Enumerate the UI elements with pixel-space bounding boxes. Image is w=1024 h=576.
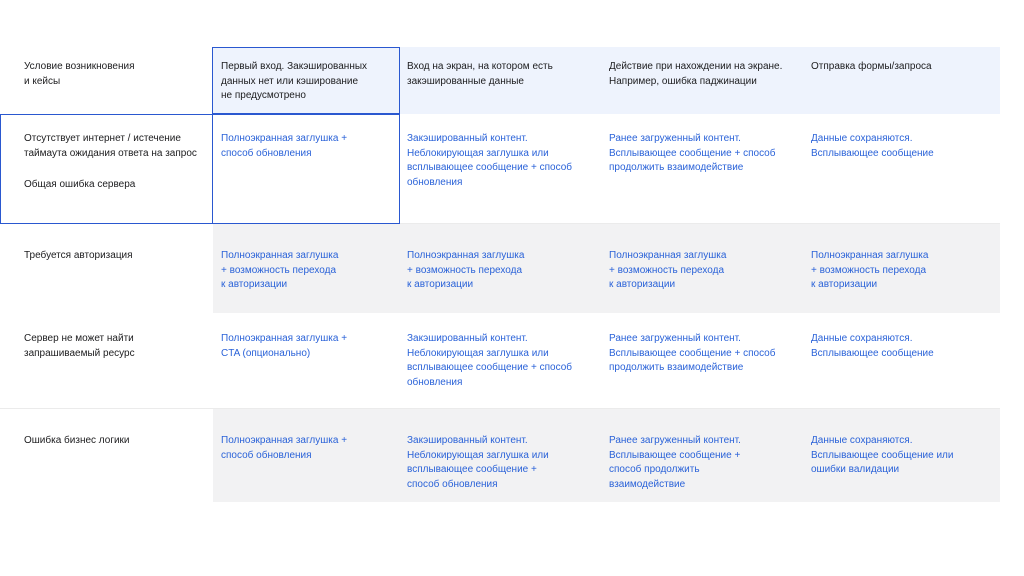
table-row-business-logic: [0, 409, 1000, 502]
header-form-submit: Отправка формы/запроса: [803, 47, 1000, 114]
table-cell: Закэшированный контент. Неблокирующая заглушка или всплывающее сообщение + способ обновления: [407, 133, 572, 188]
table-row-auth-required: [0, 224, 1000, 313]
condition-text: Отсутствует интернет / истечение таймаута ожидания ответа на запрос: [24, 133, 197, 159]
table-cell: Данные сохраняются. Всплывающее сообщение: [811, 333, 934, 359]
header-first-entry: Первый вход. Закэшированных данных нет или кэширование не предусмотрено: [213, 47, 399, 114]
table-row-network-error: [0, 114, 1000, 224]
table-cell: Полноэкранная заглушка + способ обновления: [221, 133, 348, 159]
table-cell: Полноэкранная заглушка + возможность перехода к авторизации: [213, 224, 399, 313]
table-cell: Ранее загруженный контент. Всплывающее сообщение + способ продолжить взаимодействие: [609, 133, 776, 173]
table-cell: Полноэкранная заглушка + возможность перехода к авторизации: [803, 224, 1000, 313]
row-condition: Сервер не может найти запрашиваемый ресурс: [24, 333, 135, 359]
header-cached-entry: Вход на экран, на котором есть закэшированные данные: [399, 47, 601, 114]
table-cell: Полноэкранная заглушка + возможность перехода к авторизации: [399, 224, 601, 313]
header-on-screen-action: Действие при нахождении на экране. Например, ошибка паджинации: [601, 47, 803, 114]
row-condition: Ошибка бизнес логики: [24, 435, 130, 446]
table-cell: Полноэкранная заглушка + CTA (опционально): [221, 333, 348, 359]
table-header-row: [0, 47, 1000, 114]
condition-text: Общая ошибка сервера: [24, 179, 136, 190]
table-cell: Полноэкранная заглушка + возможность перехода к авторизации: [601, 224, 803, 313]
table-cell: Закэшированный контент. Неблокирующая заглушка или всплывающее сообщение + способ обновления: [407, 333, 572, 388]
table-cell: Закэшированный контент. Неблокирующая заглушка или всплывающее сообщение + способ обновления: [399, 409, 601, 502]
row-condition: [0, 114, 213, 223]
table-cell: Данные сохраняются. Всплывающее сообщение или ошибки валидации: [803, 409, 1000, 502]
row-condition: Требуется авторизация: [24, 250, 133, 261]
table-cell: Ранее загруженный контент. Всплывающее сообщение + способ продолжить взаимодействие: [601, 409, 803, 502]
header-condition: Условие возникновения и кейсы: [24, 61, 135, 87]
table-cell: Ранее загруженный контент. Всплывающее сообщение + способ продолжить взаимодействие: [609, 333, 776, 373]
error-handling-table: [0, 47, 1000, 502]
table-cell: Полноэкранная заглушка + способ обновления: [213, 409, 399, 502]
table-cell: Данные сохраняются. Всплывающее сообщение: [811, 133, 934, 159]
table-row-not-found: [0, 313, 1000, 409]
